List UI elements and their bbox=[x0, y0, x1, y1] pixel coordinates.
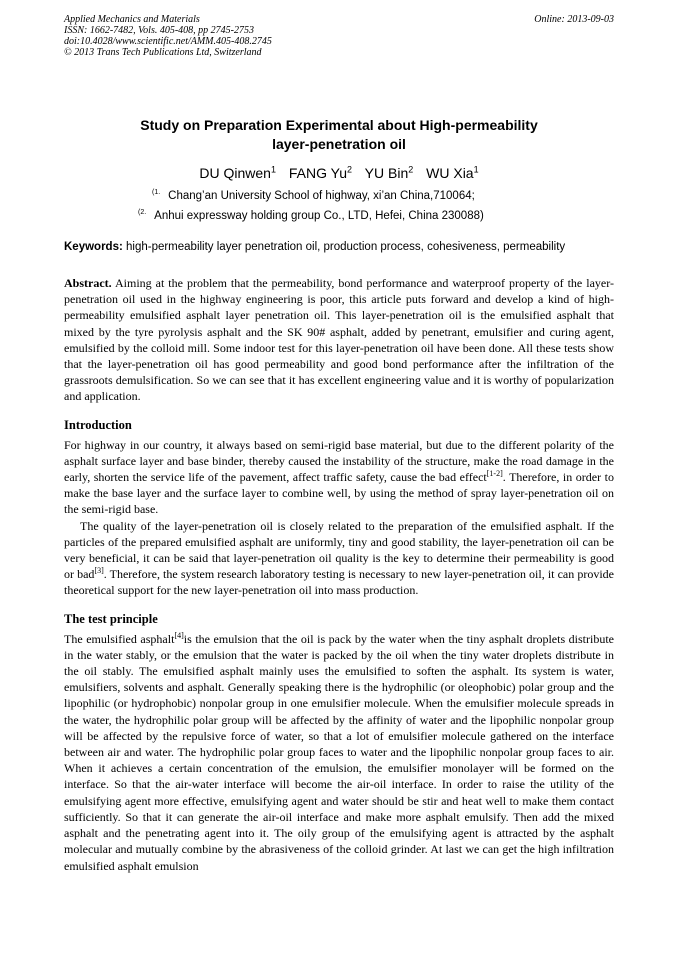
author-name: DU Qinwen bbox=[199, 165, 271, 181]
author-affil-mark: 2 bbox=[408, 164, 414, 175]
paragraph-text: The quality of the layer-penetration oil is closely related to the preparation of the emulsified asphalt. If the particles of the prepared emulsified asphalt are uniformly, tiny and good stability, the layer-penetration oil can be very beneficial, it can be said that layer-penetration oil quality is the key to determine their permeability is good or bad bbox=[64, 518, 614, 582]
paragraph-text: . Therefore, in order to make the base layer and the surface layer to combine well, by using the method of spray layer-penetration oil on the semi-rigid base. bbox=[64, 470, 614, 517]
title-line-2: layer-penetration oil bbox=[272, 136, 406, 152]
intro-paragraph-1 bbox=[64, 437, 614, 518]
author-name: YU Bin bbox=[364, 165, 409, 181]
affiliation-1 bbox=[152, 186, 614, 206]
title-line-1: Study on Preparation Experimental about High-permeability bbox=[140, 117, 538, 133]
author-list bbox=[64, 164, 614, 182]
citation: [1-2] bbox=[486, 469, 503, 479]
keywords-label: Keywords: bbox=[64, 241, 123, 253]
journal-doi: doi:10.4028/www.scientific.net/AMM.405-408.2745 bbox=[64, 36, 272, 47]
author-affil-mark: 2 bbox=[347, 164, 353, 175]
journal-copyright: © 2013 Trans Tech Publications Ltd, Switzerland bbox=[64, 47, 262, 58]
paper-title bbox=[64, 116, 614, 154]
journal-header bbox=[64, 14, 614, 58]
intro-paragraph-2 bbox=[64, 518, 614, 599]
citation: [4] bbox=[174, 630, 184, 640]
online-date: Online: 2013-09-03 bbox=[534, 14, 614, 25]
affiliation-mark: (1. bbox=[152, 189, 161, 197]
paragraph-text: is the emulsion that the oil is pack by the water when the tiny asphalt droplets distribute in the water stably, or the emulsion that the water is packed by the oil when the tiny water droplets distribute in the oil stably. The emulsified asphalt mainly uses the emulsified to soften the asphalt. Its system is water, emulsifiers, solvents and asphalt. Generally speaking there is the hydrophilic (or oleophobic) polar group and the lipophilic (or hydrophobic) nonpolar group in one emulsifier molecule. When the emulsifier molecule spreads in the water, the hydrophilic polar group will be affected by the affinity of water and the lipophilic nonpolar group will be affected by the repulsive force of water, so that a lot of emulsifier molecule gathered on the interface between air and water. The hydrophilic polar group faces to water and the lipophilic nonpolar group faces to air. When it achieves a certain concentration of the emulsion, the emulsifier monolayer will be formed on the interface. So that the air-water interface will become the air-oil interface. In order to raise the utility of the emulsifying agent more effective, emulsifying agent and water should be stir and heat well to make them contact sufficiently. So that it can generate the air-oil interface and make more asphalt emulsify. Then add the mixed asphalt and the penetrating agent into it. The oily group of the emulsifying agent is attracted by the asphalt molecular and mutually combine by the abrasiveness of the colloid grinder. At last we can get the high infiltration emulsified asphalt emulsion bbox=[64, 631, 614, 873]
affiliation-2 bbox=[138, 206, 614, 226]
author-name: FANG Yu bbox=[288, 165, 347, 181]
abstract-label: Abstract. bbox=[64, 276, 112, 290]
abstract-text: Aiming at the problem that the permeability, bond performance and waterproof property of the layer-penetration oil used in the highway engineering is poor, this article puts forward and develop a kind of high-permeability emulsified asphalt layer penetration oil. This layer-penetration oil is the emulsified asphalt that mixed by the tyre pyrolysis asphalt and the SK 90# asphalt, added by penetrant, emulsifier and curing agent, emulsified by the colloid mill. Some indoor test for this layer-penetration oil have been done. All these tests show that the layer-penetration oil has good permeability and good bond performance after the infiltration of the grassroots demulsification. So we can see that it has excellent engineering value and it is worthy of popularization and application. bbox=[64, 276, 614, 404]
keywords-text: high-permeability layer penetration oil, production process, cohesiveness, permeability bbox=[122, 241, 566, 253]
citation: [3] bbox=[94, 566, 104, 576]
keywords bbox=[64, 240, 614, 255]
affiliation-text: Anhui expressway holding group Co., LTD, Hefei, China 230088) bbox=[154, 210, 484, 222]
author-name: WU Xia bbox=[426, 165, 474, 181]
section-heading-introduction: Introduction bbox=[64, 417, 132, 432]
journal-name: Applied Mechanics and Materials bbox=[64, 14, 200, 25]
author-affil-mark: 1 bbox=[270, 164, 276, 175]
affiliation-mark: (2. bbox=[138, 209, 147, 217]
paper-page bbox=[64, 14, 614, 874]
affiliation-text: Chang’an University School of highway, xi’an China,710064; bbox=[168, 190, 475, 202]
abstract bbox=[64, 275, 614, 405]
author-affil-mark: 1 bbox=[473, 164, 479, 175]
test-principle-paragraph bbox=[64, 631, 614, 874]
paragraph-text: The emulsified asphalt bbox=[64, 631, 175, 646]
paragraph-text: . Therefore, the system research laboratory testing is necessary to new layer-penetration oil, it can provide theoretical support for the new layer-penetration oil into mass production. bbox=[64, 567, 614, 598]
journal-issn: ISSN: 1662-7482, Vols. 405-408, pp 2745-2753 bbox=[64, 25, 254, 36]
section-heading-test-principle: The test principle bbox=[64, 611, 158, 626]
paragraph-text: For highway in our country, it always based on semi-rigid base material, but due to the different polarity of the asphalt surface layer and base binder, thereby caused the instability of the structure, make the road damage in the early, shorten the service life of the pavement, affect traffic safety, cause the bad effect bbox=[64, 437, 614, 485]
